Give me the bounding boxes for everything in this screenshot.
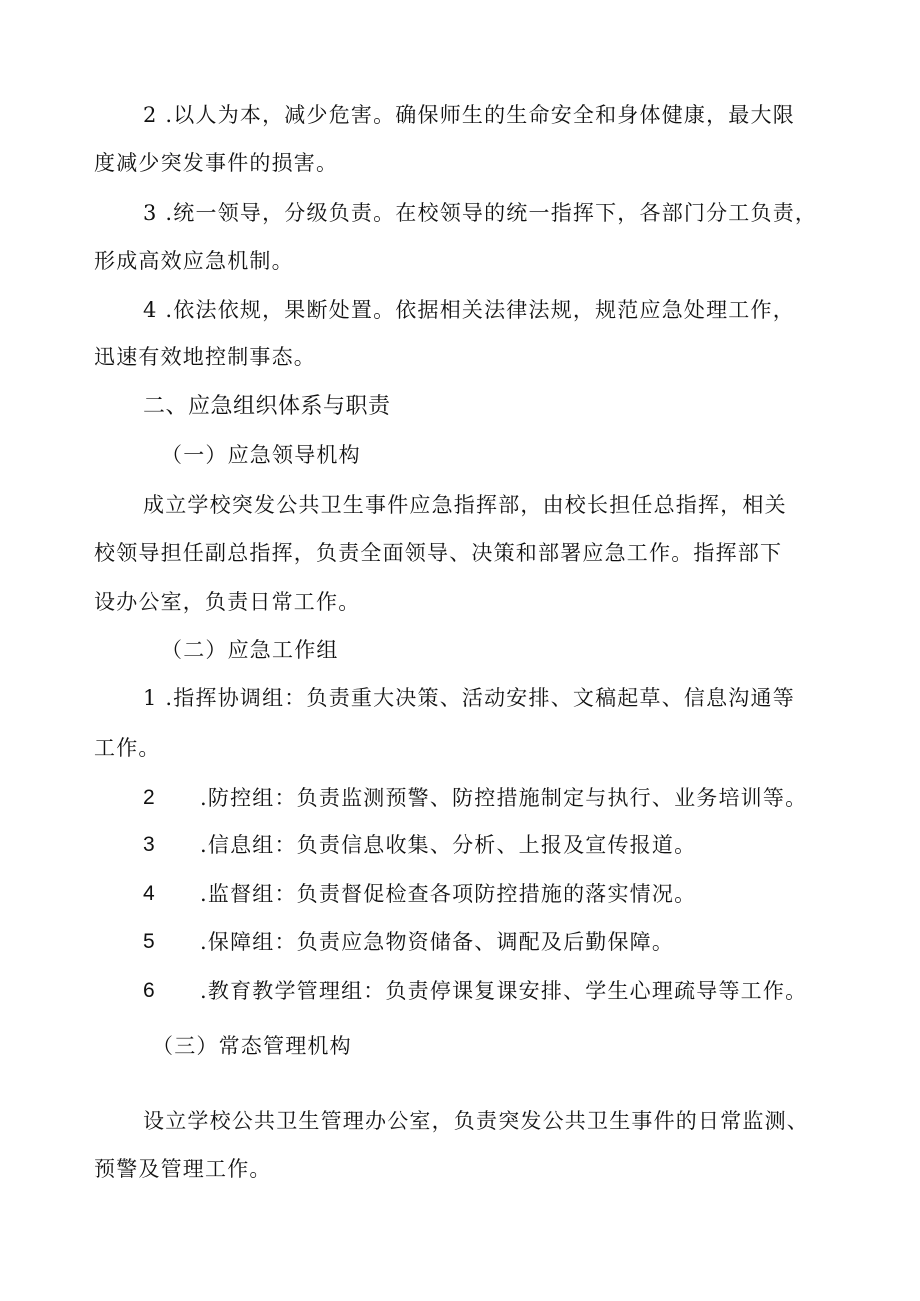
- group-1-line-2: 工作。: [94, 736, 161, 760]
- group-3-number: 3: [143, 833, 155, 856]
- subsection-1-line-3: 设办公室，负责日常工作。: [94, 590, 361, 614]
- subsection-1-line-2: 校领导担任副总指挥，负责全面领导、决策和部署应急工作。指挥部下: [94, 541, 783, 565]
- group-1-line-1: 1 .指挥协调组：负责重大决策、活动安排、文稿起草、信息沟通等: [143, 686, 795, 710]
- principle-3-line-1: 3 .统一领导，分级负责。在校领导的统一指挥下，各部门分工负责，: [143, 201, 818, 225]
- principle-2-line-2: 度减少突发事件的损害。: [94, 151, 339, 175]
- group-6-number: 6: [143, 979, 155, 1002]
- principle-4-line-1: 4 .依法依规，果断处置。依据相关法律法规，规范应急处理工作，: [143, 298, 795, 322]
- subsection-3-heading: （三）常态管理机构: [152, 1034, 352, 1058]
- group-2-text: .防控组：负责监测预警、防控措施制定与执行、业务培训等。: [200, 786, 808, 810]
- subsection-2-heading: （二）应急工作组: [161, 638, 339, 662]
- group-2-number: 2: [143, 786, 155, 809]
- group-5-text: .保障组：负责应急物资储备、调配及后勤保障。: [200, 930, 675, 954]
- group-4-text: .监督组：负责督促检查各项防控措施的落实情况。: [200, 882, 697, 906]
- subsection-3-line-2: 预警及管理工作。: [94, 1157, 272, 1181]
- subsection-1-heading: （一）应急领导机构: [161, 443, 361, 467]
- section-2-heading: 二、应急组织体系与职责: [143, 394, 391, 419]
- group-5-number: 5: [143, 930, 155, 953]
- principle-2-line-1: 2 .以人为本，减少危害。确保师生的生命安全和身体健康，最大限: [143, 103, 795, 127]
- group-6-text: .教育教学管理组：负责停课复课安排、学生心理疏导等工作。: [200, 979, 808, 1003]
- subsection-1-line-1: 成立学校突发公共卫生事件应急指挥部，由校长担任总指挥，相关: [143, 493, 787, 517]
- principle-3-line-2: 形成高效应急机制。: [94, 249, 294, 273]
- group-3-text: .信息组：负责信息收集、分析、上报及宣传报道。: [200, 833, 697, 857]
- principle-4-line-2: 迅速有效地控制事态。: [94, 345, 316, 369]
- group-4-number: 4: [143, 882, 155, 905]
- subsection-3-line-1: 设立学校公共卫生管理办公室，负责突发公共卫生事件的日常监测、: [143, 1109, 809, 1133]
